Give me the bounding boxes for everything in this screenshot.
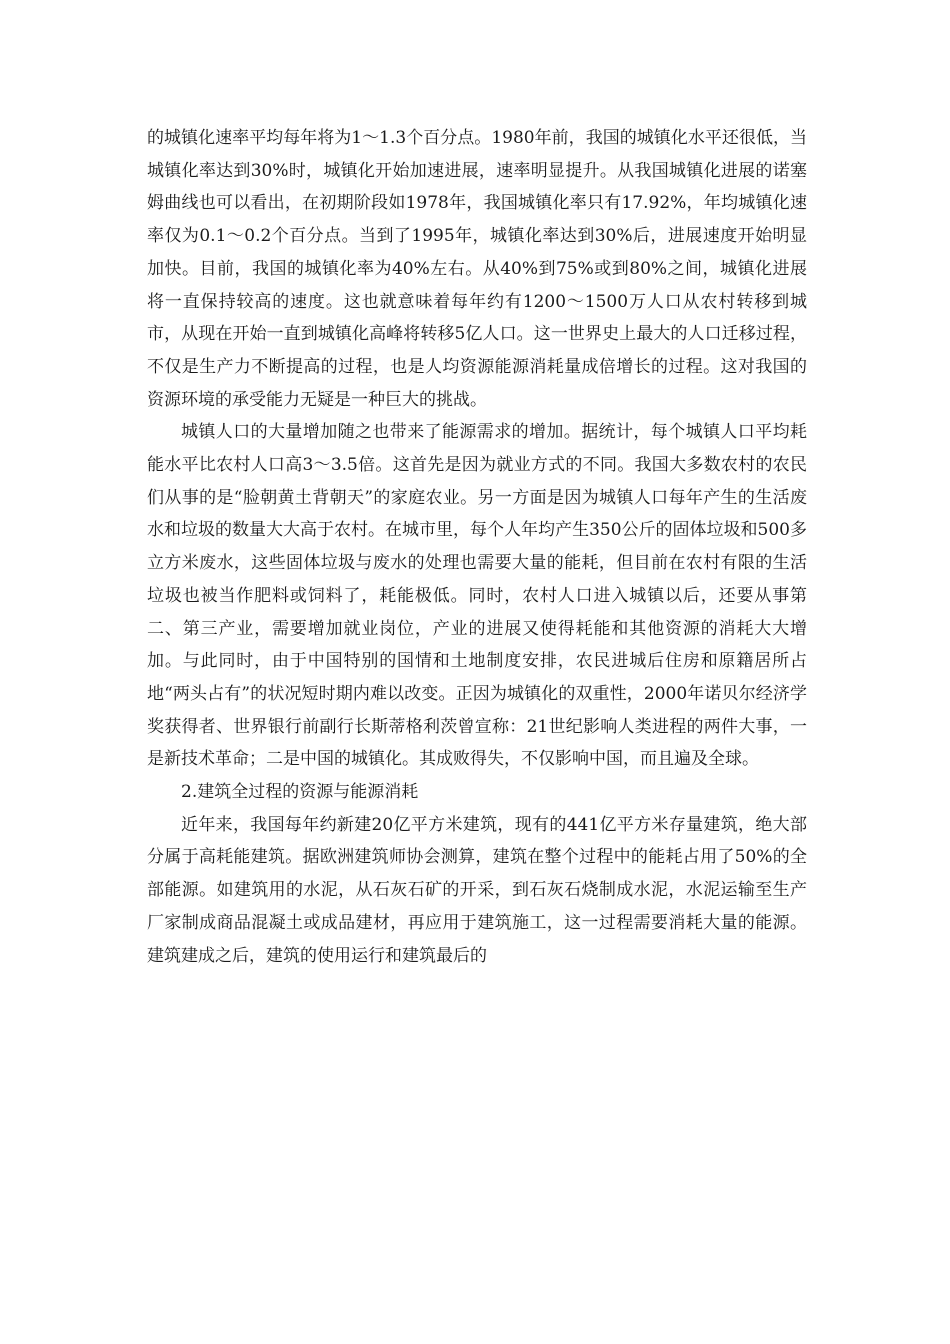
- paragraph-building-consumption: 近年来，我国每年约新建20亿平方米建筑，现有的441亿平方米存量建筑，绝大部分属于高耗能建筑。据欧洲建筑师协会测算，建筑在整个过程中的能耗占用了50%的全部能源。如建筑用的水泥，从石灰石矿的开采，到石灰石烧制成水泥，水泥运输至生产厂家制成商品混凝土或成品建材，再应用于建筑施工，这一过程需要消耗大量的能源。建筑建成之后，建筑的使用运行和建筑最后的: [147, 814, 807, 966]
- paragraph-urbanization-rate: 的城镇化速率平均每年将为1～1.3个百分点。1980年前，我国的城镇化水平还很低，当城镇化率达到30%时，城镇化开始加速进展，速率明显提升。从我国城镇化进展的诺塞姆曲线也可以看出，在初期阶段如1978年，我国城镇化率只有17.92%，年均城镇化速率仅为0.1～0.2个百分点。当到了1995年，城镇化率达到30%后，进展速度开始明显加快。目前，我国的城镇化率为40%左右。从40%到75%或到80%之间，城镇化进展将一直保持较高的速度。这也就意味着每年约有1200～1500万人口从农村转移到城市，从现在开始一直到城镇化高峰将转移5亿人口。这一世界史上最大的人口迁移过程，不仅是生产力不断提高的过程，也是人均资源能源消耗量成倍增长的过程。这对我国的资源环境的承受能力无疑是一种巨大的挑战。: [147, 128, 807, 410]
- section-heading: 2.建筑全过程的资源与能源消耗: [181, 782, 419, 803]
- paragraph-energy-demand: 城镇人口的大量增加随之也带来了能源需求的增加。据统计，每个城镇人口平均耗能水平比农村人口高3～3.5倍。这首先是因为就业方式的不同。我国大多数农村的农民们从事的是“脸朝黄土背朝天”的家庭农业。另一方面是因为城镇人口每年产生的生活废水和垃圾的数量大大高于农村。在城市里，每个人年均产生350公斤的固体垃圾和500多立方米废水，这些固体垃圾与废水的处理也需要大量的能耗，但目前在农村有限的生活垃圾也被当作肥料或饲料了，耗能极低。同时，农村人口进入城镇以后，还要从事第二、第三产业，需要增加就业岗位，产业的进展又使得耗能和其他资源的消耗大大增加。与此同时，由于中国特别的国情和土地制度安排，农民进城后住房和原籍居所占地“两头占有”的状况短时期内难以改变。正因为城镇化的双重性，2000年诺贝尔经济学奖获得者、世界银行前副行长斯蒂格利茨曾宣称：21世纪影响人类进程的两件大事，一是新技术革命；二是中国的城镇化。其成败得失，不仅影响中国，而且遍及全球。: [147, 422, 807, 770]
- document-body: [147, 122, 807, 972]
